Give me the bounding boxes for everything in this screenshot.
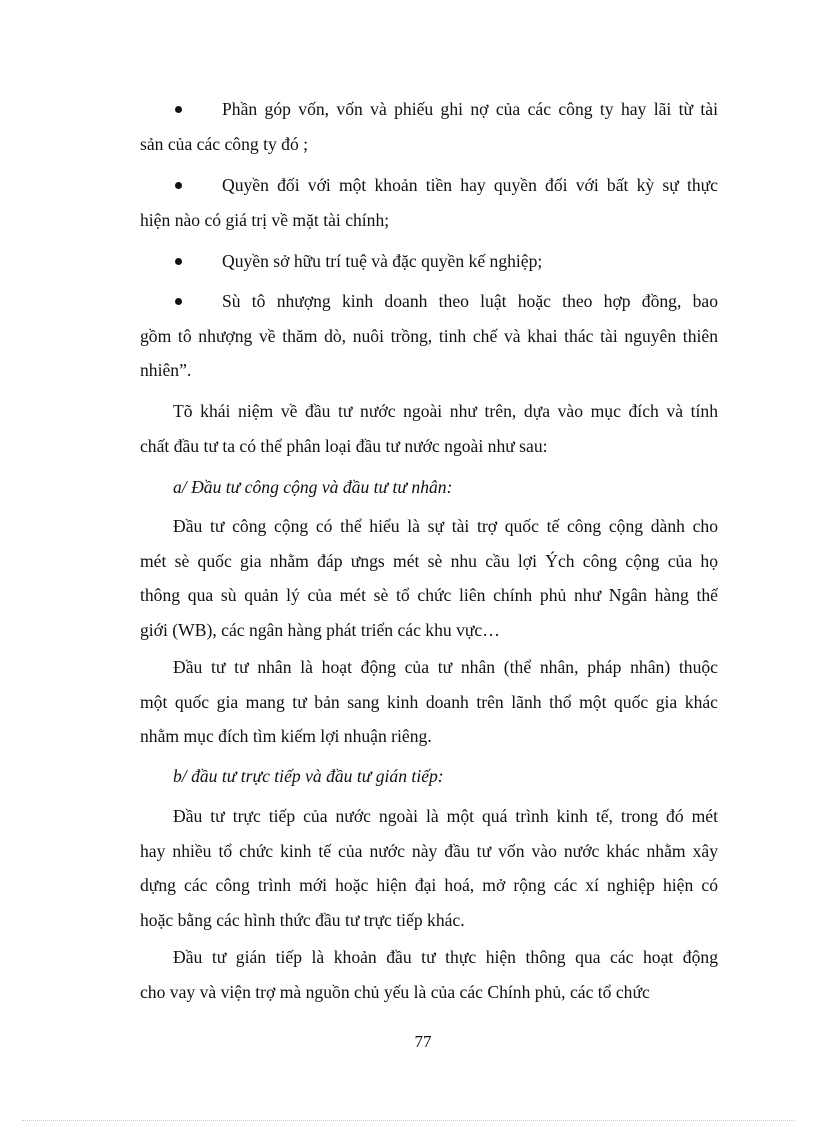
bullet-text-line: Phần góp vốn, vốn và phiếu ghi nợ của các công ty hay lãi từ tài	[222, 99, 718, 119]
bullet-item	[140, 92, 718, 161]
paragraph-line: Đầu tư gián tiếp là khoản đầu tư thực hiện thông qua các hoạt động	[173, 947, 718, 967]
direct-investment-paragraph	[140, 799, 718, 937]
paragraph-line: thông qua sù quản lý của mét sè tổ chức liên chính phủ như Ngân hàng thế	[140, 585, 718, 605]
bullet-text-line: hiện nào có giá trị về mặt tài chính;	[140, 209, 390, 230]
bullet-icon	[175, 182, 182, 189]
paragraph-line: mét sè quốc gia nhằm đáp ưngs mét sè nhu cầu lợi Ých công cộng của họ	[140, 550, 718, 571]
heading-line: a/ Đầu tư công cộng và đầu tư tư nhân:	[173, 477, 453, 497]
bullet-icon	[175, 298, 182, 305]
page-edge-divider	[22, 1120, 794, 1121]
paragraph-line: một quốc gia mang tư bản sang kinh doanh trên lãnh thổ một quốc gia khác	[140, 691, 718, 712]
bullet-text-line: Quyền sở hữu trí tuệ và đặc quyền kế nghiệp;	[222, 251, 543, 271]
bullet-item	[140, 244, 718, 279]
bullet-item	[140, 284, 718, 388]
bullet-text-line: Quyền đối với một khoản tiền hay quyền đối với bất kỳ sự thực	[222, 175, 718, 195]
paragraph-line: Đầu tư trực tiếp của nước ngoài là một quá trình kinh tế, trong đó mét	[173, 806, 718, 826]
page-number: 77	[414, 1032, 432, 1051]
public-investment-paragraph	[140, 509, 718, 647]
paragraph-line: giới (WB), các ngân hàng phát triển các khu vực…	[140, 619, 500, 640]
indirect-investment-paragraph	[140, 940, 718, 1009]
heading-line: b/ đầu tư trực tiếp và đầu tư gián tiếp:	[173, 766, 444, 786]
paragraph-line: hay nhiều tổ chức kinh tế của nước này đầu tư vốn vào nước khác nhằm xây	[140, 840, 718, 861]
bullet-text-line: nhiên”.	[140, 360, 192, 380]
bullet-icon	[175, 106, 182, 113]
bullet-text-line: Sù tô nhượng kinh doanh theo luật hoặc theo hợp đồng, bao	[222, 291, 718, 311]
bullet-text-line: gồm tô nhượng về thăm dò, nuôi trồng, tinh chế và khai thác tài nguyên thiên	[140, 325, 718, 346]
paragraph-line: Đầu tư tư nhân là hoạt động của tư nhân (thể nhân, pháp nhân) thuộc	[173, 657, 718, 677]
paragraph-line: Tõ khái niệm về đầu tư nước ngoài như trên, dựa vào mục đích và tính	[173, 401, 718, 421]
bullet-item	[140, 168, 718, 237]
paragraph-line: cho vay và viện trợ mà nguồn chủ yếu là của các Chính phủ, các tổ chức	[140, 981, 650, 1002]
paragraph-line: hoặc bằng các hình thức đầu tư trực tiếp khác.	[140, 909, 465, 930]
section-heading-b	[140, 759, 718, 794]
bullet-text-line: sản của các công ty đó ;	[140, 133, 309, 154]
paragraph-line: chất đầu tư ta có thể phân loại đầu tư nước ngoài như sau:	[140, 435, 548, 456]
intro-paragraph	[140, 394, 718, 463]
bullet-icon	[175, 258, 182, 265]
paragraph-line: dựng các công trình mới hoặc hiện đại hoá, mở rộng các xí nghiệp hiện có	[140, 875, 718, 895]
paragraph-line: Đầu tư công cộng có thể hiểu là sự tài trợ quốc tế công cộng dành cho	[173, 516, 718, 536]
paragraph-line: nhằm mục đích tìm kiếm lợi nhuận riêng.	[140, 726, 432, 746]
section-heading-a	[140, 470, 718, 505]
private-investment-paragraph	[140, 650, 718, 754]
